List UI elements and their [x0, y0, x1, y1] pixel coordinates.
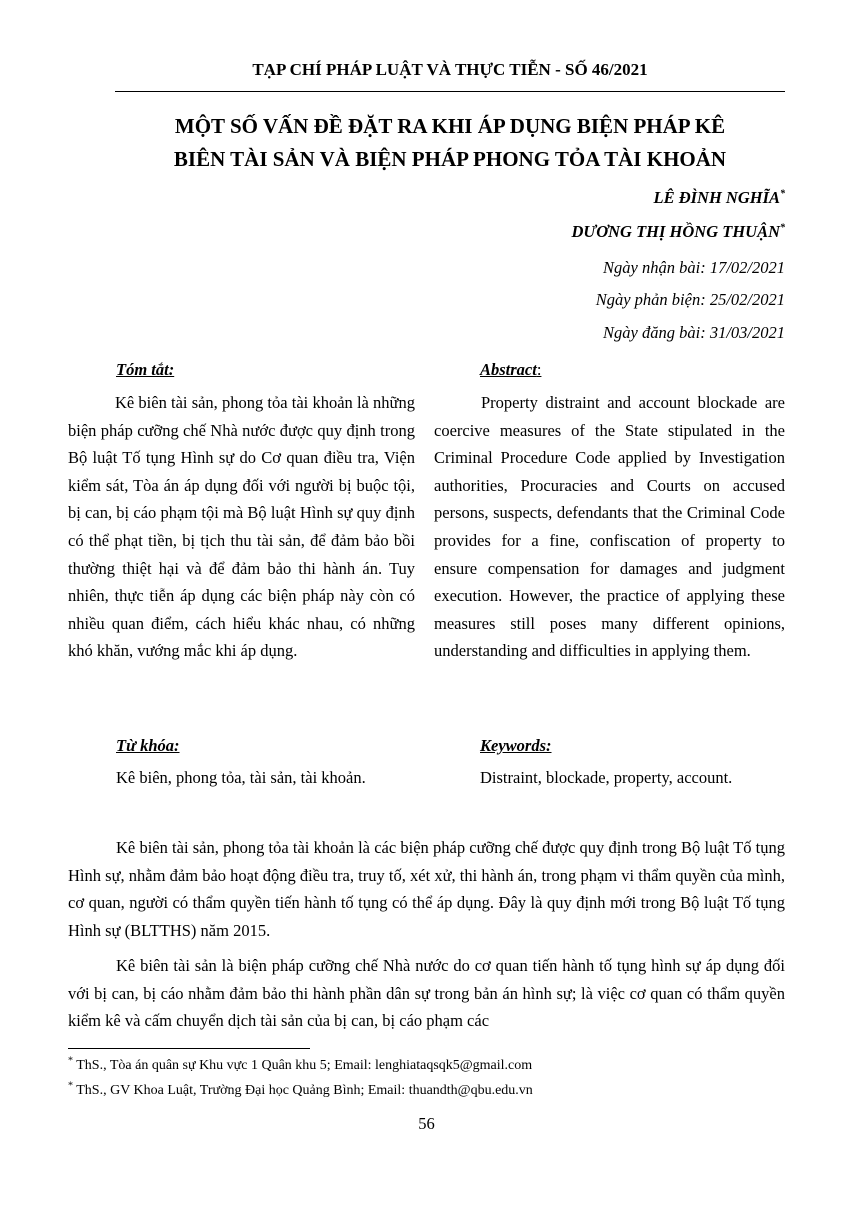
footnote-2-text: ThS., GV Khoa Luật, Trường Đại học Quảng Bình; Email: thuandth@qbu.edu.vn — [76, 1083, 533, 1098]
summary-heading: Tóm tắt: — [116, 360, 175, 379]
author-1 — [653, 188, 785, 208]
body-paragraph-1: Kê biên tài sản, phong tỏa tài khoản là các biện pháp cưỡng chế được quy định trong Bộ luật Tố tụng Hình sự, nhằm đảm bảo hoạt động điều tra, truy tố, xét xử, thi hành án, trong phạm vi thẩm quyền của mình, cơ quan, người có thẩm quyền tiến hành tố tụng có thể áp dụng. Đây là quy định mới trong Bộ luật Tố tụng Hình sự (BLTTHS) năm 2015. — [68, 838, 785, 940]
summary-text: Kê biên tài sản, phong tỏa tài khoản là những biện pháp cưỡng chế Nhà nước được quy định trong Bộ luật Tố tụng Hình sự do Cơ quan điều tra, Viện kiểm sát, Tòa án áp dụng đối với người bị buộc tội, bị can, bị cáo phạm tội mà Bộ luật Hình sự quy định có thể phạt tiền, bị tịch thu tài sản, để đảm bảo bồi thường thiệt hại và để đảm bảo thi hành án. Tuy nhiên, thực tiễn áp dụng các biện pháp này còn có nhiều quan điểm, cách hiểu khác nhau, có những khó khăn, vướng mắc khi áp dụng. — [68, 393, 415, 661]
footnote-rule — [68, 1048, 310, 1049]
footnote-1-mark: * — [68, 1055, 73, 1067]
abstract-heading — [480, 360, 541, 380]
keywords-vi-heading: Từ khóa: — [116, 736, 180, 755]
title-line-1: MỘT SỐ VẤN ĐỀ ĐẶT RA KHI ÁP DỤNG BIỆN PHÁP KÊ — [174, 114, 726, 138]
author-2-mark: * — [780, 222, 785, 234]
keywords-en-heading: Keywords: — [480, 736, 552, 755]
date-received: Ngày nhận bài: 17/02/2021 — [603, 258, 785, 277]
author-1-name: LÊ ĐÌNH NGHĨA — [653, 188, 780, 207]
keywords-en-text: Distraint, blockade, property, account. — [480, 768, 733, 787]
title-line-2: BIÊN TÀI SẢN VÀ BIỆN PHÁP PHONG TỎA TÀI KHOẢN — [173, 147, 727, 171]
date-published: Ngày đăng bài: 31/03/2021 — [603, 323, 785, 342]
body-paragraph-2: Kê biên tài sản là biện pháp cưỡng chế Nhà nước do cơ quan tiến hành tố tụng hình sự áp dụng đối với bị can, bị cáo nhằm đảm bảo thi hành phần dân sự trong bản án hình sự; là việc cơ quan có thẩm quyền kiểm kê và cấm chuyển dịch tài sản của bị can, bị cáo phạm các — [68, 956, 785, 1031]
keywords-vi-text: Kê biên, phong tỏa, tài sản, tài khoản. — [116, 768, 366, 787]
footnote-1-text: ThS., Tòa án quân sự Khu vực 1 Quân khu 5; Email: lenghiataqsqk5@gmail.com — [76, 1058, 533, 1073]
footnote-1 — [68, 1055, 533, 1074]
author-2 — [572, 222, 786, 242]
header-rule — [115, 91, 785, 92]
journal-header: TẠP CHÍ PHÁP LUẬT VÀ THỰC TIỄN - SỐ 46/2021 — [252, 60, 648, 79]
footnote-2-mark: * — [68, 1080, 73, 1092]
footnote-2 — [68, 1080, 533, 1099]
author-1-mark: * — [780, 188, 785, 200]
page-number: 56 — [418, 1114, 435, 1133]
abstract-colon: : — [536, 360, 542, 379]
abstract-heading-label: Abstract — [480, 360, 537, 379]
article-title — [115, 110, 785, 176]
author-2-name: DƯƠNG THỊ HỒNG THUẬN — [571, 222, 780, 241]
abstract-text: Property distraint and account blockade are coercive measures of the State stipulated in the Criminal Procedure Code applied by Investigation authorities, Procuracies and Courts on accused persons, suspects, defendants that the Criminal Code provides for a fine, confiscation of property to ensure compensation for damages and judgment execution. However, the practice of applying these measures still poses many different opinions, understanding and difficulties in applying them. — [434, 393, 785, 661]
date-reviewed: Ngày phản biện: 25/02/2021 — [595, 290, 785, 309]
